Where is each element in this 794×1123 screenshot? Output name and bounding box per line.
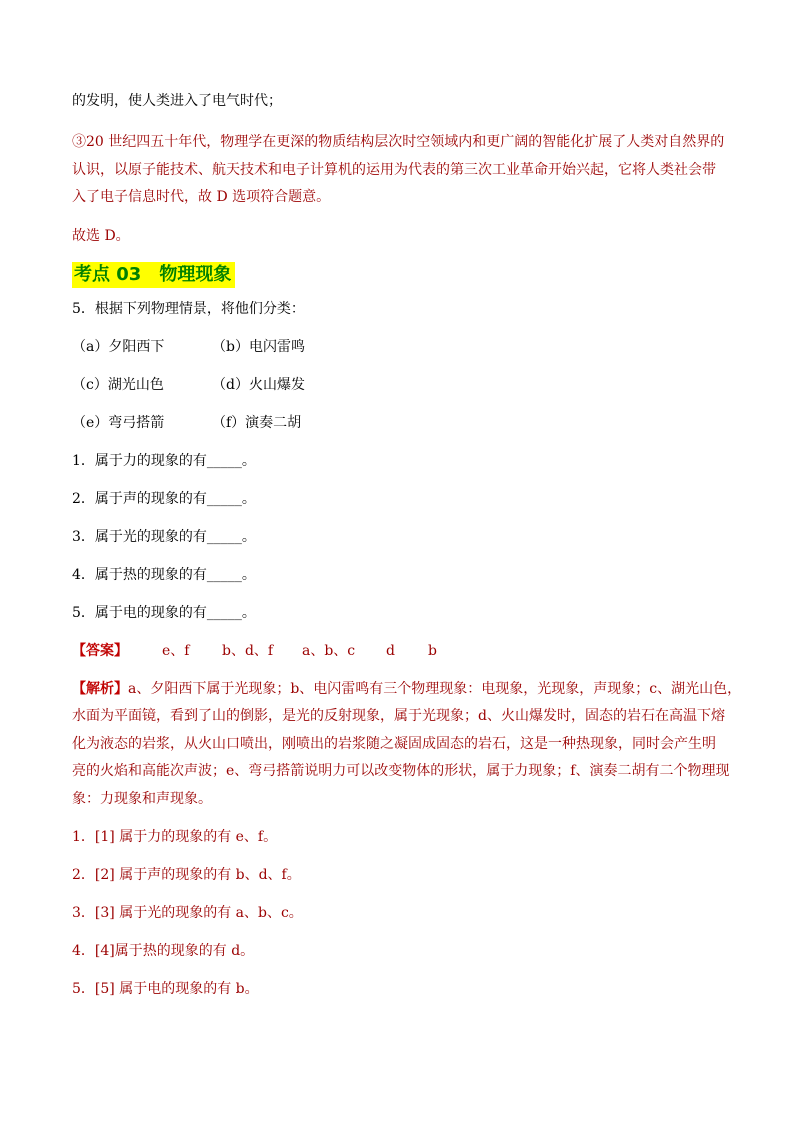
analysis-result: 5．[5] 属于电的现象的有 b。 (72, 981, 259, 997)
conclusion: 故选 D。 (72, 228, 130, 244)
sub-question: 1．属于力的现象的有_____。 (72, 453, 256, 469)
intro-para-line: 认识，以原子能技术、航天技术和电子计算机的运用为代表的第三次工业革命开始兴起，它将人类社会带 (72, 162, 716, 178)
analysis-line: 水面为平面镜，看到了山的倒影，是光的反射现象，属于光现象；d、火山爆发时，固态的岩石在高温下熔 (72, 708, 725, 724)
option-e: （e）弯弓搭箭 (72, 415, 165, 431)
answer-value: d (386, 643, 395, 659)
answer-value: b、d、f (222, 643, 274, 659)
analysis-result: 2．[2] 属于声的现象的有 b、d、f。 (72, 867, 301, 883)
option-f: （f）演奏二胡 (212, 415, 302, 431)
intro-para-line: 入了电子信息时代，故 D 选项符合题意。 (72, 189, 331, 205)
sub-question: 5．属于电的现象的有_____。 (72, 605, 256, 621)
section-heading: 考点 03 物理现象 (72, 262, 235, 288)
intro-para-line: ③20 世纪四五十年代，物理学在更深的物质结构层次时空领域内和更广阔的智能化扩展了人类对自然界的 (72, 134, 725, 150)
analysis-result: 4．[4]属于热的现象的有 d。 (72, 943, 255, 959)
answer-tag: 【答案】 (72, 643, 128, 659)
question-stem: 5．根据下列物理情景，将他们分类： (72, 301, 305, 317)
analysis-result: 1．[1] 属于力的现象的有 e、f。 (72, 829, 278, 845)
option-a: （a）夕阳西下 (72, 339, 165, 355)
analysis-line: 亮的火焰和高能次声波；e、弯弓搭箭说明力可以改变物体的形状，属于力现象；f、演奏二胡有二个物理现 (72, 763, 730, 779)
analysis-tag: 【解析】 (72, 681, 128, 697)
analysis-line: 化为液态的岩浆，从火山口喷出，刚喷出的岩浆随之凝固成固态的岩石，这是一种热现象，同时会产生明 (72, 736, 716, 752)
sub-question: 2．属于声的现象的有_____。 (72, 491, 256, 507)
analysis-line: 象：力现象和声现象。 (72, 791, 212, 807)
analysis-text: a、夕阳西下属于光现象；b、电闪雷鸣有三个物理现象：电现象，光现象，声现象；c、湖光山色， (128, 681, 742, 697)
analysis-result: 3．[3] 属于光的现象的有 a、b、c。 (72, 905, 303, 921)
answer-value: a、b、c (302, 643, 356, 659)
answer-value: b (428, 643, 437, 659)
option-d: （d）火山爆发 (212, 377, 305, 393)
answer-value: e、f (162, 643, 190, 659)
option-c: （c）湖光山色 (72, 377, 164, 393)
sub-question: 3．属于光的现象的有_____。 (72, 529, 256, 545)
analysis-line (72, 681, 741, 697)
option-b: （b）电闪雷鸣 (212, 339, 305, 355)
sub-question: 4．属于热的现象的有_____。 (72, 567, 256, 583)
intro-line: 的发明，使人类进入了电气时代； (72, 93, 282, 109)
